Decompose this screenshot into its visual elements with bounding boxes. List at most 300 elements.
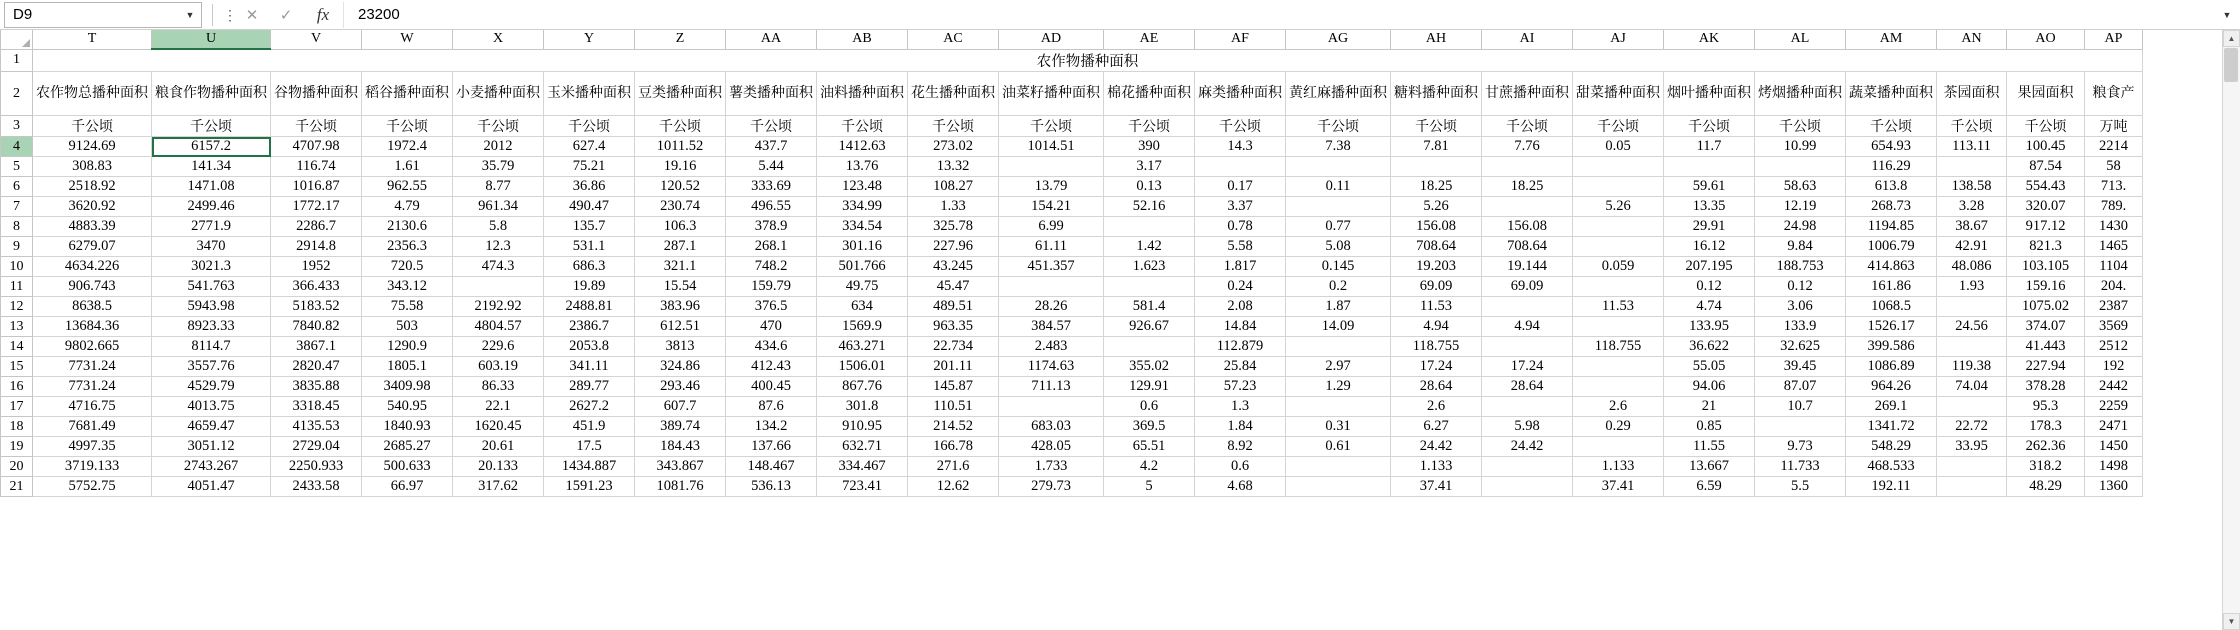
- cell-AE17[interactable]: 0.6: [1104, 397, 1195, 417]
- cell-AE12[interactable]: 581.4: [1104, 297, 1195, 317]
- cell-AG8[interactable]: 0.77: [1286, 217, 1391, 237]
- cell-Y17[interactable]: 2627.2: [544, 397, 635, 417]
- cell-T14[interactable]: 9802.665: [33, 337, 152, 357]
- cell-U10[interactable]: 3021.3: [152, 257, 271, 277]
- cell-AH9[interactable]: 708.64: [1391, 237, 1482, 257]
- cell-AI12[interactable]: [1482, 297, 1573, 317]
- row-header-18[interactable]: 18: [1, 417, 33, 437]
- cell-V6[interactable]: 1016.87: [271, 177, 362, 197]
- cell-AF8[interactable]: 0.78: [1195, 217, 1286, 237]
- cell-AF11[interactable]: 0.24: [1195, 277, 1286, 297]
- cell-AJ13[interactable]: [1573, 317, 1664, 337]
- cell-AP9[interactable]: 1465: [2085, 237, 2143, 257]
- cell-AJ6[interactable]: [1573, 177, 1664, 197]
- cell-Z17[interactable]: 607.7: [635, 397, 726, 417]
- column-header-y[interactable]: Y: [544, 30, 635, 49]
- cell-AJ17[interactable]: 2.6: [1573, 397, 1664, 417]
- cell-AN15[interactable]: 119.38: [1937, 357, 2007, 377]
- cell-AD4[interactable]: 1014.51: [999, 137, 1104, 157]
- cell-X20[interactable]: 20.133: [453, 457, 544, 477]
- cell-AH17[interactable]: 2.6: [1391, 397, 1482, 417]
- cell-AH19[interactable]: 24.42: [1391, 437, 1482, 457]
- cell-AL14[interactable]: 32.625: [1755, 337, 1846, 357]
- unit-cell-ac[interactable]: 千公顷: [908, 116, 999, 137]
- cell-AM12[interactable]: 1068.5: [1846, 297, 1937, 317]
- unit-cell-ap[interactable]: 万吨: [2085, 116, 2143, 137]
- cell-AB13[interactable]: 1569.9: [817, 317, 908, 337]
- column-header-u[interactable]: U: [152, 30, 271, 49]
- cell-AL6[interactable]: 58.63: [1755, 177, 1846, 197]
- cell-AO15[interactable]: 227.94: [2007, 357, 2085, 377]
- cell-AC20[interactable]: 271.6: [908, 457, 999, 477]
- cell-AB17[interactable]: 301.8: [817, 397, 908, 417]
- cell-AI5[interactable]: [1482, 157, 1573, 177]
- cell-AM11[interactable]: 161.86: [1846, 277, 1937, 297]
- cell-U14[interactable]: 8114.7: [152, 337, 271, 357]
- cell-AM7[interactable]: 268.73: [1846, 197, 1937, 217]
- header-cell-w[interactable]: 稻谷播种面积: [362, 72, 453, 116]
- cell-AB5[interactable]: 13.76: [817, 157, 908, 177]
- cell-AP21[interactable]: 1360: [2085, 477, 2143, 497]
- cell-AL11[interactable]: 0.12: [1755, 277, 1846, 297]
- cell-AA9[interactable]: 268.1: [726, 237, 817, 257]
- cell-AL21[interactable]: 5.5: [1755, 477, 1846, 497]
- cell-AK14[interactable]: 36.622: [1664, 337, 1755, 357]
- expand-formula-bar-icon[interactable]: ▼: [2222, 9, 2232, 20]
- cell-AN20[interactable]: [1937, 457, 2007, 477]
- unit-cell-ai[interactable]: 千公顷: [1482, 116, 1573, 137]
- cell-AO6[interactable]: 554.43: [2007, 177, 2085, 197]
- cell-AE19[interactable]: 65.51: [1104, 437, 1195, 457]
- header-cell-ah[interactable]: 糖料播种面积: [1391, 72, 1482, 116]
- column-header-z[interactable]: Z: [635, 30, 726, 49]
- cell-V14[interactable]: 3867.1: [271, 337, 362, 357]
- cell-AJ8[interactable]: [1573, 217, 1664, 237]
- cell-Z16[interactable]: 293.46: [635, 377, 726, 397]
- unit-cell-al[interactable]: 千公顷: [1755, 116, 1846, 137]
- cell-AE13[interactable]: 926.67: [1104, 317, 1195, 337]
- cell-X11[interactable]: [453, 277, 544, 297]
- cell-AJ21[interactable]: 37.41: [1573, 477, 1664, 497]
- cell-V18[interactable]: 4135.53: [271, 417, 362, 437]
- column-header-am[interactable]: AM: [1846, 30, 1937, 49]
- cell-AI18[interactable]: 5.98: [1482, 417, 1573, 437]
- cell-AC12[interactable]: 489.51: [908, 297, 999, 317]
- cell-AK13[interactable]: 133.95: [1664, 317, 1755, 337]
- header-cell-am[interactable]: 蔬菜播种面积: [1846, 72, 1937, 116]
- cell-AM6[interactable]: 613.8: [1846, 177, 1937, 197]
- cell-V12[interactable]: 5183.52: [271, 297, 362, 317]
- row-header-8[interactable]: 8: [1, 217, 33, 237]
- cell-AI9[interactable]: 708.64: [1482, 237, 1573, 257]
- cell-X15[interactable]: 603.19: [453, 357, 544, 377]
- cell-AD16[interactable]: 711.13: [999, 377, 1104, 397]
- cell-AF16[interactable]: 57.23: [1195, 377, 1286, 397]
- cell-AL10[interactable]: 188.753: [1755, 257, 1846, 277]
- cell-AP19[interactable]: 1450: [2085, 437, 2143, 457]
- cell-AJ9[interactable]: [1573, 237, 1664, 257]
- cell-V21[interactable]: 2433.58: [271, 477, 362, 497]
- header-cell-ac[interactable]: 花生播种面积: [908, 72, 999, 116]
- cell-AJ10[interactable]: 0.059: [1573, 257, 1664, 277]
- cell-V20[interactable]: 2250.933: [271, 457, 362, 477]
- cell-AH20[interactable]: 1.133: [1391, 457, 1482, 477]
- header-cell-ae[interactable]: 棉花播种面积: [1104, 72, 1195, 116]
- cell-AK11[interactable]: 0.12: [1664, 277, 1755, 297]
- column-header-x[interactable]: X: [453, 30, 544, 49]
- cell-Z20[interactable]: 343.867: [635, 457, 726, 477]
- cell-AC13[interactable]: 963.35: [908, 317, 999, 337]
- cell-AA12[interactable]: 376.5: [726, 297, 817, 317]
- cell-AD11[interactable]: [999, 277, 1104, 297]
- cell-AJ14[interactable]: 118.755: [1573, 337, 1664, 357]
- cell-AC17[interactable]: 110.51: [908, 397, 999, 417]
- row-header-1[interactable]: 1: [1, 49, 33, 72]
- cell-T8[interactable]: 4883.39: [33, 217, 152, 237]
- more-options-icon[interactable]: ⋮: [223, 6, 237, 23]
- row-header-19[interactable]: 19: [1, 437, 33, 457]
- cell-AI4[interactable]: 7.76: [1482, 137, 1573, 157]
- cell-AP15[interactable]: 192: [2085, 357, 2143, 377]
- cell-AE14[interactable]: [1104, 337, 1195, 357]
- cell-AE15[interactable]: 355.02: [1104, 357, 1195, 377]
- cell-AJ15[interactable]: [1573, 357, 1664, 377]
- header-cell-al[interactable]: 烤烟播种面积: [1755, 72, 1846, 116]
- cell-AI13[interactable]: 4.94: [1482, 317, 1573, 337]
- cell-AN6[interactable]: 138.58: [1937, 177, 2007, 197]
- cell-AE8[interactable]: [1104, 217, 1195, 237]
- cell-W13[interactable]: 503: [362, 317, 453, 337]
- cell-AF19[interactable]: 8.92: [1195, 437, 1286, 457]
- row-header-7[interactable]: 7: [1, 197, 33, 217]
- cell-AC8[interactable]: 325.78: [908, 217, 999, 237]
- cell-AF18[interactable]: 1.84: [1195, 417, 1286, 437]
- row-header-20[interactable]: 20: [1, 457, 33, 477]
- cell-AN4[interactable]: 113.11: [1937, 137, 2007, 157]
- cell-AK4[interactable]: 11.7: [1664, 137, 1755, 157]
- cell-AD15[interactable]: 1174.63: [999, 357, 1104, 377]
- column-header-ab[interactable]: AB: [817, 30, 908, 49]
- cell-AD7[interactable]: 154.21: [999, 197, 1104, 217]
- sheet-title-cell[interactable]: 农作物播种面积: [33, 49, 2143, 72]
- cell-AJ11[interactable]: [1573, 277, 1664, 297]
- cell-AL7[interactable]: 12.19: [1755, 197, 1846, 217]
- cell-X6[interactable]: 8.77: [453, 177, 544, 197]
- cell-Y11[interactable]: 19.89: [544, 277, 635, 297]
- cell-Y18[interactable]: 451.9: [544, 417, 635, 437]
- cell-AE21[interactable]: 5: [1104, 477, 1195, 497]
- cell-Y20[interactable]: 1434.887: [544, 457, 635, 477]
- cell-Y19[interactable]: 17.5: [544, 437, 635, 457]
- cell-AD13[interactable]: 384.57: [999, 317, 1104, 337]
- cell-AH4[interactable]: 7.81: [1391, 137, 1482, 157]
- cell-AE9[interactable]: 1.42: [1104, 237, 1195, 257]
- cell-Y16[interactable]: 289.77: [544, 377, 635, 397]
- cell-Z15[interactable]: 324.86: [635, 357, 726, 377]
- cell-AG18[interactable]: 0.31: [1286, 417, 1391, 437]
- cell-AP18[interactable]: 2471: [2085, 417, 2143, 437]
- cell-AB11[interactable]: 49.75: [817, 277, 908, 297]
- unit-cell-ae[interactable]: 千公顷: [1104, 116, 1195, 137]
- cell-AI19[interactable]: 24.42: [1482, 437, 1573, 457]
- cell-U15[interactable]: 3557.76: [152, 357, 271, 377]
- cell-U13[interactable]: 8923.33: [152, 317, 271, 337]
- cell-AF10[interactable]: 1.817: [1195, 257, 1286, 277]
- cell-AI20[interactable]: [1482, 457, 1573, 477]
- cell-AO14[interactable]: 41.443: [2007, 337, 2085, 357]
- cell-W17[interactable]: 540.95: [362, 397, 453, 417]
- cell-AN14[interactable]: [1937, 337, 2007, 357]
- cell-AK12[interactable]: 4.74: [1664, 297, 1755, 317]
- cell-AD21[interactable]: 279.73: [999, 477, 1104, 497]
- cell-AD5[interactable]: [999, 157, 1104, 177]
- cell-V16[interactable]: 3835.88: [271, 377, 362, 397]
- cell-T16[interactable]: 7731.24: [33, 377, 152, 397]
- unit-cell-x[interactable]: 千公顷: [453, 116, 544, 137]
- cell-AN10[interactable]: 48.086: [1937, 257, 2007, 277]
- cell-AN17[interactable]: [1937, 397, 2007, 417]
- cell-Y7[interactable]: 490.47: [544, 197, 635, 217]
- cell-Z11[interactable]: 15.54: [635, 277, 726, 297]
- cell-Z5[interactable]: 19.16: [635, 157, 726, 177]
- cell-AN13[interactable]: 24.56: [1937, 317, 2007, 337]
- cell-AO16[interactable]: 378.28: [2007, 377, 2085, 397]
- cell-AM10[interactable]: 414.863: [1846, 257, 1937, 277]
- row-header-14[interactable]: 14: [1, 337, 33, 357]
- cell-AH14[interactable]: 118.755: [1391, 337, 1482, 357]
- cell-AP7[interactable]: 789.: [2085, 197, 2143, 217]
- cell-AL12[interactable]: 3.06: [1755, 297, 1846, 317]
- cell-AH12[interactable]: 11.53: [1391, 297, 1482, 317]
- cell-AH16[interactable]: 28.64: [1391, 377, 1482, 397]
- row-header-9[interactable]: 9: [1, 237, 33, 257]
- cell-U16[interactable]: 4529.79: [152, 377, 271, 397]
- cell-AD14[interactable]: 2.483: [999, 337, 1104, 357]
- cell-AC16[interactable]: 145.87: [908, 377, 999, 397]
- cell-Z9[interactable]: 287.1: [635, 237, 726, 257]
- cell-AH15[interactable]: 17.24: [1391, 357, 1482, 377]
- column-header-ai[interactable]: AI: [1482, 30, 1573, 49]
- column-header-al[interactable]: AL: [1755, 30, 1846, 49]
- cell-AB15[interactable]: 1506.01: [817, 357, 908, 377]
- cell-AC18[interactable]: 214.52: [908, 417, 999, 437]
- cell-AD6[interactable]: 13.79: [999, 177, 1104, 197]
- unit-cell-t[interactable]: 千公顷: [33, 116, 152, 137]
- cell-W19[interactable]: 2685.27: [362, 437, 453, 457]
- cell-AM19[interactable]: 548.29: [1846, 437, 1937, 457]
- cell-AB19[interactable]: 632.71: [817, 437, 908, 457]
- cell-AF21[interactable]: 4.68: [1195, 477, 1286, 497]
- cell-AI6[interactable]: 18.25: [1482, 177, 1573, 197]
- cell-AC14[interactable]: 22.734: [908, 337, 999, 357]
- cell-AK10[interactable]: 207.195: [1664, 257, 1755, 277]
- cell-AH8[interactable]: 156.08: [1391, 217, 1482, 237]
- cell-AM20[interactable]: 468.533: [1846, 457, 1937, 477]
- cell-AK18[interactable]: 0.85: [1664, 417, 1755, 437]
- cell-AP10[interactable]: 1104: [2085, 257, 2143, 277]
- cell-AK16[interactable]: 94.06: [1664, 377, 1755, 397]
- cell-AA20[interactable]: 148.467: [726, 457, 817, 477]
- cell-AE6[interactable]: 0.13: [1104, 177, 1195, 197]
- cell-Z13[interactable]: 612.51: [635, 317, 726, 337]
- cell-T4[interactable]: 9124.69: [33, 137, 152, 157]
- cell-T15[interactable]: 7731.24: [33, 357, 152, 377]
- cell-AF5[interactable]: [1195, 157, 1286, 177]
- cell-AP11[interactable]: 204.: [2085, 277, 2143, 297]
- cell-AI16[interactable]: 28.64: [1482, 377, 1573, 397]
- cell-AN8[interactable]: 38.67: [1937, 217, 2007, 237]
- cell-V13[interactable]: 7840.82: [271, 317, 362, 337]
- cell-AL19[interactable]: 9.73: [1755, 437, 1846, 457]
- row-header-11[interactable]: 11: [1, 277, 33, 297]
- cell-AI7[interactable]: [1482, 197, 1573, 217]
- cell-AG4[interactable]: 7.38: [1286, 137, 1391, 157]
- row-header-16[interactable]: 16: [1, 377, 33, 397]
- cell-AA7[interactable]: 496.55: [726, 197, 817, 217]
- cell-AM21[interactable]: 192.11: [1846, 477, 1937, 497]
- cell-AN18[interactable]: 22.72: [1937, 417, 2007, 437]
- header-cell-af[interactable]: 麻类播种面积: [1195, 72, 1286, 116]
- cell-AH21[interactable]: 37.41: [1391, 477, 1482, 497]
- cell-T5[interactable]: 308.83: [33, 157, 152, 177]
- cell-AG7[interactable]: [1286, 197, 1391, 217]
- cell-AB6[interactable]: 123.48: [817, 177, 908, 197]
- header-cell-t[interactable]: 农作物总播种面积: [33, 72, 152, 116]
- column-header-w[interactable]: W: [362, 30, 453, 49]
- cell-T17[interactable]: 4716.75: [33, 397, 152, 417]
- row-header-4[interactable]: 4: [1, 137, 33, 157]
- unit-cell-z[interactable]: 千公顷: [635, 116, 726, 137]
- column-header-ah[interactable]: AH: [1391, 30, 1482, 49]
- column-header-ac[interactable]: AC: [908, 30, 999, 49]
- cell-U5[interactable]: 141.34: [152, 157, 271, 177]
- cell-Z14[interactable]: 3813: [635, 337, 726, 357]
- cancel-icon[interactable]: ✕: [245, 6, 259, 24]
- cell-V9[interactable]: 2914.8: [271, 237, 362, 257]
- cell-Z21[interactable]: 1081.76: [635, 477, 726, 497]
- cell-AJ19[interactable]: [1573, 437, 1664, 457]
- cell-W12[interactable]: 75.58: [362, 297, 453, 317]
- cell-AJ5[interactable]: [1573, 157, 1664, 177]
- cell-AF6[interactable]: 0.17: [1195, 177, 1286, 197]
- unit-cell-aj[interactable]: 千公顷: [1573, 116, 1664, 137]
- cell-AB18[interactable]: 910.95: [817, 417, 908, 437]
- cell-W15[interactable]: 1805.1: [362, 357, 453, 377]
- cell-W8[interactable]: 2130.6: [362, 217, 453, 237]
- cell-X17[interactable]: 22.1: [453, 397, 544, 417]
- cell-AO17[interactable]: 95.3: [2007, 397, 2085, 417]
- unit-cell-am[interactable]: 千公顷: [1846, 116, 1937, 137]
- unit-cell-ak[interactable]: 千公顷: [1664, 116, 1755, 137]
- cell-Y5[interactable]: 75.21: [544, 157, 635, 177]
- cell-AD12[interactable]: 28.26: [999, 297, 1104, 317]
- cell-AE18[interactable]: 369.5: [1104, 417, 1195, 437]
- cell-AK6[interactable]: 59.61: [1664, 177, 1755, 197]
- cell-AI15[interactable]: 17.24: [1482, 357, 1573, 377]
- unit-cell-y[interactable]: 千公顷: [544, 116, 635, 137]
- cell-AP4[interactable]: 2214: [2085, 137, 2143, 157]
- column-header-ae[interactable]: AE: [1104, 30, 1195, 49]
- cell-AA14[interactable]: 434.6: [726, 337, 817, 357]
- select-all-corner[interactable]: [1, 30, 33, 49]
- scrollbar-thumb[interactable]: [2224, 48, 2238, 82]
- cell-AA18[interactable]: 134.2: [726, 417, 817, 437]
- cell-AE5[interactable]: 3.17: [1104, 157, 1195, 177]
- cell-AC9[interactable]: 227.96: [908, 237, 999, 257]
- cell-T18[interactable]: 7681.49: [33, 417, 152, 437]
- unit-cell-ao[interactable]: 千公顷: [2007, 116, 2085, 137]
- cell-AL18[interactable]: [1755, 417, 1846, 437]
- cell-U11[interactable]: 541.763: [152, 277, 271, 297]
- row-header-3[interactable]: 3: [1, 116, 33, 137]
- cell-AN11[interactable]: 1.93: [1937, 277, 2007, 297]
- cell-AO20[interactable]: 318.2: [2007, 457, 2085, 477]
- cell-AM13[interactable]: 1526.17: [1846, 317, 1937, 337]
- cell-AC19[interactable]: 166.78: [908, 437, 999, 457]
- cell-U9[interactable]: 3470: [152, 237, 271, 257]
- cell-V7[interactable]: 1772.17: [271, 197, 362, 217]
- cell-V8[interactable]: 2286.7: [271, 217, 362, 237]
- cell-AL15[interactable]: 39.45: [1755, 357, 1846, 377]
- cell-AO18[interactable]: 178.3: [2007, 417, 2085, 437]
- cell-Y21[interactable]: 1591.23: [544, 477, 635, 497]
- cell-AL4[interactable]: 10.99: [1755, 137, 1846, 157]
- cell-V15[interactable]: 2820.47: [271, 357, 362, 377]
- cell-AC5[interactable]: 13.32: [908, 157, 999, 177]
- cell-W21[interactable]: 66.97: [362, 477, 453, 497]
- cell-AI8[interactable]: 156.08: [1482, 217, 1573, 237]
- cell-AN19[interactable]: 33.95: [1937, 437, 2007, 457]
- cell-T11[interactable]: 906.743: [33, 277, 152, 297]
- cell-X21[interactable]: 317.62: [453, 477, 544, 497]
- cell-AA4[interactable]: 437.7: [726, 137, 817, 157]
- insert-function-icon[interactable]: fx: [316, 4, 330, 24]
- cell-AG19[interactable]: 0.61: [1286, 437, 1391, 457]
- cell-AN9[interactable]: 42.91: [1937, 237, 2007, 257]
- column-header-ad[interactable]: AD: [999, 30, 1104, 49]
- cell-AK17[interactable]: 21: [1664, 397, 1755, 417]
- row-header-13[interactable]: 13: [1, 317, 33, 337]
- sheet-grid[interactable]: [0, 30, 2240, 630]
- cell-AK21[interactable]: 6.59: [1664, 477, 1755, 497]
- header-cell-ab[interactable]: 油料播种面积: [817, 72, 908, 116]
- cell-AA13[interactable]: 470: [726, 317, 817, 337]
- cell-AM4[interactable]: 654.93: [1846, 137, 1937, 157]
- row-header-17[interactable]: 17: [1, 397, 33, 417]
- cell-AI17[interactable]: [1482, 397, 1573, 417]
- column-header-v[interactable]: V: [271, 30, 362, 49]
- cell-AB21[interactable]: 723.41: [817, 477, 908, 497]
- cell-AH10[interactable]: 19.203: [1391, 257, 1482, 277]
- cell-AA11[interactable]: 159.79: [726, 277, 817, 297]
- cell-AF9[interactable]: 5.58: [1195, 237, 1286, 257]
- cell-AA5[interactable]: 5.44: [726, 157, 817, 177]
- row-header-21[interactable]: 21: [1, 477, 33, 497]
- cell-AE20[interactable]: 4.2: [1104, 457, 1195, 477]
- cell-Z18[interactable]: 389.74: [635, 417, 726, 437]
- cell-AG16[interactable]: 1.29: [1286, 377, 1391, 397]
- cell-AJ16[interactable]: [1573, 377, 1664, 397]
- row-header-5[interactable]: 5: [1, 157, 33, 177]
- column-header-ag[interactable]: AG: [1286, 30, 1391, 49]
- cell-AF12[interactable]: 2.08: [1195, 297, 1286, 317]
- unit-cell-af[interactable]: 千公顷: [1195, 116, 1286, 137]
- cell-AB20[interactable]: 334.467: [817, 457, 908, 477]
- header-cell-ad[interactable]: 油菜籽播种面积: [999, 72, 1104, 116]
- unit-cell-ah[interactable]: 千公顷: [1391, 116, 1482, 137]
- cell-AH6[interactable]: 18.25: [1391, 177, 1482, 197]
- cell-AG6[interactable]: 0.11: [1286, 177, 1391, 197]
